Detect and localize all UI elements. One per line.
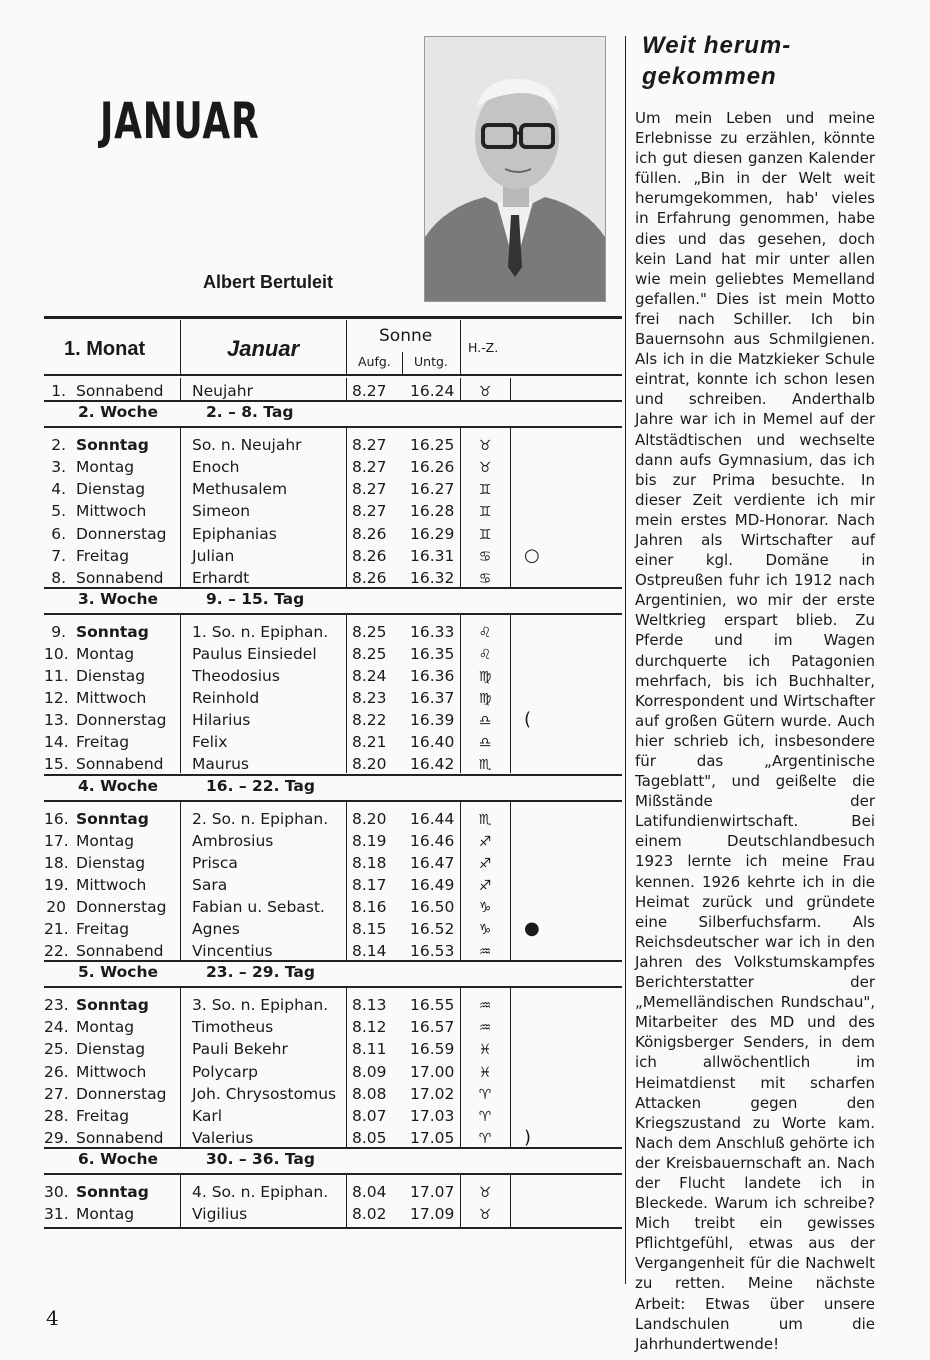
sunrise-time: 8.07 xyxy=(352,1106,387,1125)
crab-icon: ♋ xyxy=(478,548,492,565)
week-divider-rule xyxy=(44,400,622,402)
column-divider xyxy=(180,800,181,961)
sunset-time: 16.39 xyxy=(410,711,455,730)
sunset-time: 16.24 xyxy=(410,382,455,400)
sunrise-time: 8.20 xyxy=(352,755,387,774)
sunset-time: 16.25 xyxy=(410,436,455,455)
sunset-time: 16.40 xyxy=(410,733,455,752)
day-number: 9. xyxy=(51,622,66,641)
weekday: Sonntag xyxy=(76,436,149,455)
column-divider xyxy=(510,378,511,400)
sunset-time: 16.57 xyxy=(410,1018,455,1037)
header-sonne: Sonne xyxy=(379,326,433,346)
saint-name: So. n. Neujahr xyxy=(192,436,302,455)
column-divider xyxy=(346,613,347,774)
saint-name: Neujahr xyxy=(192,382,253,400)
saint-name: Agnes xyxy=(192,920,240,938)
day-number: 1. xyxy=(51,382,66,400)
sunrise-time: 8.14 xyxy=(352,942,387,961)
weekday: Donnerstag xyxy=(76,524,167,543)
weekday: Sonnabend xyxy=(76,382,164,400)
sunrise-time: 8.25 xyxy=(352,644,387,663)
weekday: Dienstag xyxy=(76,480,146,499)
sunrise-time: 8.27 xyxy=(352,480,387,499)
sunrise-time: 8.04 xyxy=(352,1182,387,1201)
essay-title-line2: gekommen xyxy=(642,63,777,90)
sunset-time: 16.31 xyxy=(410,546,455,565)
saint-name: Sara xyxy=(192,875,228,894)
saint-name: Julian xyxy=(192,546,235,565)
header-bottom-rule xyxy=(44,374,622,376)
header-divider xyxy=(460,320,461,374)
day-number: 8. xyxy=(51,568,66,587)
day-number: 22. xyxy=(44,942,69,961)
portrait-photo xyxy=(424,36,606,302)
weekday: Montag xyxy=(76,644,135,663)
bull-icon: ♉ xyxy=(478,460,492,477)
sunrise-time: 8.16 xyxy=(352,897,387,916)
sunrise-time: 8.25 xyxy=(352,622,387,641)
sunset-time: 16.47 xyxy=(410,853,455,872)
day-number: 31. xyxy=(44,1205,69,1223)
sunrise-time: 8.22 xyxy=(352,711,387,730)
saint-name: Enoch xyxy=(192,458,240,477)
day-number: 21. xyxy=(44,920,69,938)
week-divider-rule xyxy=(44,1147,622,1149)
column-divider xyxy=(180,378,181,400)
saint-name: Ambrosius xyxy=(192,831,274,850)
day-number: 20 xyxy=(46,897,66,916)
weekday: Sonnabend xyxy=(76,1128,164,1147)
day-number: 5. xyxy=(51,502,66,521)
column-divider xyxy=(460,800,461,961)
sunset-time: 16.26 xyxy=(410,458,455,477)
saint-name: 2. So. n. Epiphan. xyxy=(192,809,329,828)
sunset-time: 17.03 xyxy=(410,1106,455,1125)
weekday: Montag xyxy=(76,831,135,850)
sunset-time: 17.05 xyxy=(410,1128,455,1147)
header-untg: Untg. xyxy=(414,354,448,369)
saint-name: Simeon xyxy=(192,502,251,521)
week-label: 5. Woche xyxy=(78,963,158,982)
weekday: Dienstag xyxy=(76,853,146,872)
bull-icon: ♉ xyxy=(478,384,492,400)
saint-name: Vincentius xyxy=(192,942,273,961)
week-divider-rule xyxy=(44,774,622,776)
column-divider xyxy=(180,426,181,587)
table-top-rule xyxy=(44,316,622,319)
sunrise-time: 8.15 xyxy=(352,920,387,938)
column-divider xyxy=(346,378,347,400)
column-divider xyxy=(346,1173,347,1227)
column-divider xyxy=(510,1173,511,1227)
portrait-illustration xyxy=(425,37,605,301)
week-range: 2. – 8. Tag xyxy=(206,403,294,422)
twins-icon: ♊ xyxy=(478,526,492,543)
sunset-time: 17.02 xyxy=(410,1084,455,1103)
day-number: 30. xyxy=(44,1182,69,1201)
saint-name: Hilarius xyxy=(192,711,251,730)
sunrise-time: 8.20 xyxy=(352,809,387,828)
week-divider-rule xyxy=(44,613,622,615)
saint-name: 4. So. n. Epiphan. xyxy=(192,1182,329,1201)
weekday: Freitag xyxy=(76,733,130,752)
header-aufg: Aufg. xyxy=(358,354,391,369)
weekday: Sonnabend xyxy=(76,568,164,587)
fishes-icon: ♓ xyxy=(478,1042,492,1059)
column-divider xyxy=(180,1173,181,1227)
photo-caption: Albert Bertuleit xyxy=(203,272,334,292)
sunrise-time: 8.05 xyxy=(352,1128,387,1147)
ram-icon: ♈ xyxy=(478,1130,492,1147)
header-hz: H.-Z. xyxy=(468,340,499,355)
virgin-icon: ♍ xyxy=(478,691,492,708)
sunrise-time: 8.24 xyxy=(352,667,387,685)
saint-name: Karl xyxy=(192,1106,223,1125)
day-number: 12. xyxy=(44,689,69,708)
sunset-time: 16.36 xyxy=(410,667,455,685)
day-number: 26. xyxy=(44,1062,69,1081)
day-number: 10. xyxy=(44,644,69,663)
weekday: Donnerstag xyxy=(76,897,167,916)
saint-name: Valerius xyxy=(192,1128,254,1147)
archer-icon: ♐ xyxy=(478,877,492,894)
weekday: Montag xyxy=(76,1205,135,1223)
week-divider-rule xyxy=(44,800,622,802)
day-number: 3. xyxy=(51,458,66,477)
day-number: 17. xyxy=(44,831,69,850)
week-range: 9. – 15. Tag xyxy=(206,589,305,608)
sunrise-time: 8.08 xyxy=(352,1084,387,1103)
month-title: JANUAR xyxy=(100,92,260,150)
column-divider xyxy=(346,800,347,961)
week-label: 3. Woche xyxy=(78,589,158,608)
sunset-time: 17.00 xyxy=(410,1062,455,1081)
sunrise-time: 8.26 xyxy=(352,546,387,565)
weekday: Sonntag xyxy=(76,1182,149,1201)
goat-icon: ♑ xyxy=(478,899,492,916)
week-divider-rule xyxy=(44,960,622,962)
saint-name: Pauli Bekehr xyxy=(192,1040,288,1059)
header-monat: 1. Monat xyxy=(64,338,146,360)
weekday: Sonntag xyxy=(76,996,149,1015)
weekday: Dienstag xyxy=(76,667,146,685)
weekday: Dienstag xyxy=(76,1040,146,1059)
weekday: Mittwoch xyxy=(76,689,147,708)
sunset-time: 16.29 xyxy=(410,524,455,543)
header-divider xyxy=(180,320,181,374)
sunset-time: 16.49 xyxy=(410,875,455,894)
column-divider xyxy=(180,986,181,1147)
saint-name: Epiphanias xyxy=(192,524,277,543)
column-divider xyxy=(346,986,347,1147)
sunrise-time: 8.17 xyxy=(352,875,387,894)
essay-title-line1: Weit herum- xyxy=(642,32,792,59)
crab-icon: ♋ xyxy=(478,570,492,587)
sunset-time: 16.42 xyxy=(410,755,455,774)
weekday: Donnerstag xyxy=(76,1084,167,1103)
saint-name: Joh. Chrysostomus xyxy=(192,1084,337,1103)
day-number: 13. xyxy=(44,711,69,730)
sunset-time: 17.09 xyxy=(410,1205,455,1223)
column-divider xyxy=(460,1173,461,1227)
column-divider xyxy=(346,426,347,587)
weekday: Mittwoch xyxy=(76,502,147,521)
day-number: 18. xyxy=(44,853,69,872)
day-number: 27. xyxy=(44,1084,69,1103)
new-moon-icon: ● xyxy=(524,918,540,939)
saint-name: Theodosius xyxy=(192,667,280,685)
day-number: 29. xyxy=(44,1128,69,1147)
waterman-icon: ♒ xyxy=(478,998,492,1015)
sunset-time: 16.32 xyxy=(410,568,455,587)
column-divider xyxy=(625,36,626,1284)
sunrise-time: 8.23 xyxy=(352,689,387,708)
bull-icon: ♉ xyxy=(478,1207,492,1223)
fishes-icon: ♓ xyxy=(478,1064,492,1081)
ram-icon: ♈ xyxy=(478,1086,492,1103)
table-bottom-rule xyxy=(44,1227,622,1229)
first-quarter-moon-icon: ) xyxy=(524,1126,532,1148)
sunrise-time: 8.02 xyxy=(352,1205,387,1223)
saint-name: Erhardt xyxy=(192,568,250,587)
saint-name: Paulus Einsiedel xyxy=(192,644,317,663)
sunrise-time: 8.26 xyxy=(352,524,387,543)
week-range: 16. – 22. Tag xyxy=(206,776,315,795)
weekday: Sonnabend xyxy=(76,942,164,961)
sunrise-time: 8.27 xyxy=(352,382,387,400)
day-number: 24. xyxy=(44,1018,69,1037)
bull-icon: ♉ xyxy=(478,438,492,455)
column-divider xyxy=(460,613,461,774)
day-number: 7. xyxy=(51,546,66,565)
page-number: 4 xyxy=(46,1306,59,1330)
day-number: 19. xyxy=(44,875,69,894)
column-divider xyxy=(460,378,461,400)
saint-name: Timotheus xyxy=(192,1018,274,1037)
week-label: 2. Woche xyxy=(78,403,158,422)
column-divider xyxy=(510,986,511,1147)
column-divider xyxy=(510,800,511,961)
sunset-time: 16.44 xyxy=(410,809,455,828)
essay-text: Um mein Leben und meine Erlebnisse zu erzählen, könnte ich gut diesen ganzen Kalender füllen. „Bin in der Welt weit herumgekommen, hab' vieles in Erfahrung genommen, habe dies und das gesehen, doch kein Land hat mir unter allen wie mein geliebtes Memelland gefallen." Dies ist mein Motto frei nach Schiller. Ich bin Bauernsohn aus Schmilgienen. Als ich in die Matzkieker Schule eintrat, konnte ich schon lesen und schreiben. Anderthalb Jahre war ich in Memel auf der Altstädtischen und wechselte dann aufs Gymnasium, das ich bis zur Prima besuchte. In dieser Zeit verdiente ich mir mein erstes MD-Honorar. Nach Jahren als Wirtschafter auf einer kgl. Domäne in Ostpreußen fuhr ich 1912 nach Argentinien, wo mir der erste Weltkrieg erspart blieb. Zu Pferde und im Wagen durchquerte ich Patagonien mehrfach, bis ich Buchhalter, Korrespondent und Wirtschafter auf großen Gütern wurde. Auch hier schrieb ich, insbesondere für das „Argentinische Tageblatt", und geißelte die Mißstände der Latifundienwirtschaft. Bei einem Deutschlandbesuch 1923 lernte ich meine Frau kennen. 1926 kehrte ich in die Heimat zurück und gründete eine Silberfuchsfarm. Als Reichsdeutscher war ich in den Jahren des Volkstumskampfes Berichterstatter der „Memelländischen Rundschau", Mitarbeiter des MD und des Königsberger Senders, in dem ich allwöchentlich im Heimatdienst mit scharfen Attacken gegen den Kriegszustand zu Worte kam. Nach dem Anschluß gehörte ich der Kreisbauernschaft an. Nach der Flucht landete ich in Bleckede. Warum ich schreibe? Mich treibt ein gewisses Pflichtgefühl, etwas aus der Vergangenheit für die Nachwelt zu retten. Meine nächste Arbeit: Etwas über unsere Landschulen um die Jahrhundertwende! xyxy=(635,109,875,1353)
weekday: Freitag xyxy=(76,546,130,565)
day-number: 16. xyxy=(44,809,69,828)
column-divider xyxy=(510,613,511,774)
scorpion-icon: ♏ xyxy=(478,811,492,828)
saint-name: Maurus xyxy=(192,755,249,774)
twins-icon: ♊ xyxy=(478,504,492,521)
sunset-time: 16.50 xyxy=(410,897,455,916)
sunrise-time: 8.21 xyxy=(352,733,387,752)
sunrise-time: 8.13 xyxy=(352,996,387,1015)
sunrise-time: 8.12 xyxy=(352,1018,387,1037)
saint-name: Polycarp xyxy=(192,1062,258,1081)
weekday: Sonntag xyxy=(76,809,149,828)
day-number: 2. xyxy=(51,436,66,455)
sunset-time: 16.55 xyxy=(410,996,455,1015)
column-divider xyxy=(510,426,511,587)
scales-icon: ♎ xyxy=(478,735,492,752)
header-divider xyxy=(402,352,403,374)
weekday: Mittwoch xyxy=(76,875,147,894)
saint-name: Fabian u. Sebast. xyxy=(192,897,325,916)
weekday: Mittwoch xyxy=(76,1062,147,1081)
saint-name: Prisca xyxy=(192,853,238,872)
day-number: 14. xyxy=(44,733,69,752)
day-number: 11. xyxy=(44,667,69,685)
sunset-time: 17.07 xyxy=(410,1182,455,1201)
saint-name: 1. So. n. Epiphan. xyxy=(192,622,329,641)
sunset-time: 16.59 xyxy=(410,1040,455,1059)
weekday: Montag xyxy=(76,458,135,477)
saint-name: Vigilius xyxy=(192,1205,248,1223)
saint-name: Methusalem xyxy=(192,480,288,499)
column-divider xyxy=(180,613,181,774)
sunrise-time: 8.11 xyxy=(352,1040,387,1059)
waterman-icon: ♒ xyxy=(478,1020,492,1037)
day-number: 15. xyxy=(44,755,69,774)
column-divider xyxy=(460,426,461,587)
week-range: 23. – 29. Tag xyxy=(206,963,315,982)
scorpion-icon: ♏ xyxy=(478,757,492,774)
weekday: Sonnabend xyxy=(76,755,164,774)
week-divider-rule xyxy=(44,426,622,428)
sunset-time: 16.27 xyxy=(410,480,455,499)
day-number: 6. xyxy=(51,524,66,543)
sunrise-time: 8.26 xyxy=(352,568,387,587)
sunrise-time: 8.18 xyxy=(352,853,387,872)
bull-icon: ♉ xyxy=(478,1184,492,1201)
sunset-time: 16.28 xyxy=(410,502,455,521)
goat-icon: ♑ xyxy=(478,922,492,938)
weekday: Sonntag xyxy=(76,622,149,641)
full-moon-icon: ○ xyxy=(524,544,540,566)
virgin-icon: ♍ xyxy=(478,669,492,685)
sunset-time: 16.46 xyxy=(410,831,455,850)
archer-icon: ♐ xyxy=(478,855,492,872)
header-januar: Januar xyxy=(227,336,300,361)
day-number: 25. xyxy=(44,1040,69,1059)
sunset-time: 16.37 xyxy=(410,689,455,708)
sunrise-time: 8.27 xyxy=(352,436,387,455)
sunrise-time: 8.19 xyxy=(352,831,387,850)
lion-icon: ♌ xyxy=(478,646,492,663)
week-divider-rule xyxy=(44,986,622,988)
header-divider xyxy=(346,320,347,374)
saint-name: Reinhold xyxy=(192,689,260,708)
sunset-time: 16.53 xyxy=(410,942,455,961)
day-number: 4. xyxy=(51,480,66,499)
sunset-time: 16.52 xyxy=(410,920,455,938)
scales-icon: ♎ xyxy=(478,713,492,730)
week-range: 30. – 36. Tag xyxy=(206,1149,315,1168)
sunrise-time: 8.09 xyxy=(352,1062,387,1081)
week-divider-rule xyxy=(44,1173,622,1175)
lion-icon: ♌ xyxy=(478,624,492,641)
week-label: 6. Woche xyxy=(78,1149,158,1168)
sunset-time: 16.35 xyxy=(410,644,455,663)
column-divider xyxy=(460,986,461,1147)
week-label: 4. Woche xyxy=(78,776,158,795)
ram-icon: ♈ xyxy=(478,1108,492,1125)
sunrise-time: 8.27 xyxy=(352,502,387,521)
weekday: Freitag xyxy=(76,1106,130,1125)
essay-title xyxy=(642,30,791,92)
sunrise-time: 8.27 xyxy=(352,458,387,477)
last-quarter-moon-icon: ( xyxy=(524,709,532,731)
saint-name: Felix xyxy=(192,733,228,752)
waterman-icon: ♒ xyxy=(478,944,492,961)
saint-name: 3. So. n. Epiphan. xyxy=(192,996,329,1015)
week-divider-rule xyxy=(44,587,622,589)
weekday: Montag xyxy=(76,1018,135,1037)
day-number: 28. xyxy=(44,1106,69,1125)
twins-icon: ♊ xyxy=(478,482,492,499)
day-number: 23. xyxy=(44,996,69,1015)
sunset-time: 16.33 xyxy=(410,622,455,641)
weekday: Donnerstag xyxy=(76,711,167,730)
weekday: Freitag xyxy=(76,920,130,938)
archer-icon: ♐ xyxy=(478,833,492,850)
